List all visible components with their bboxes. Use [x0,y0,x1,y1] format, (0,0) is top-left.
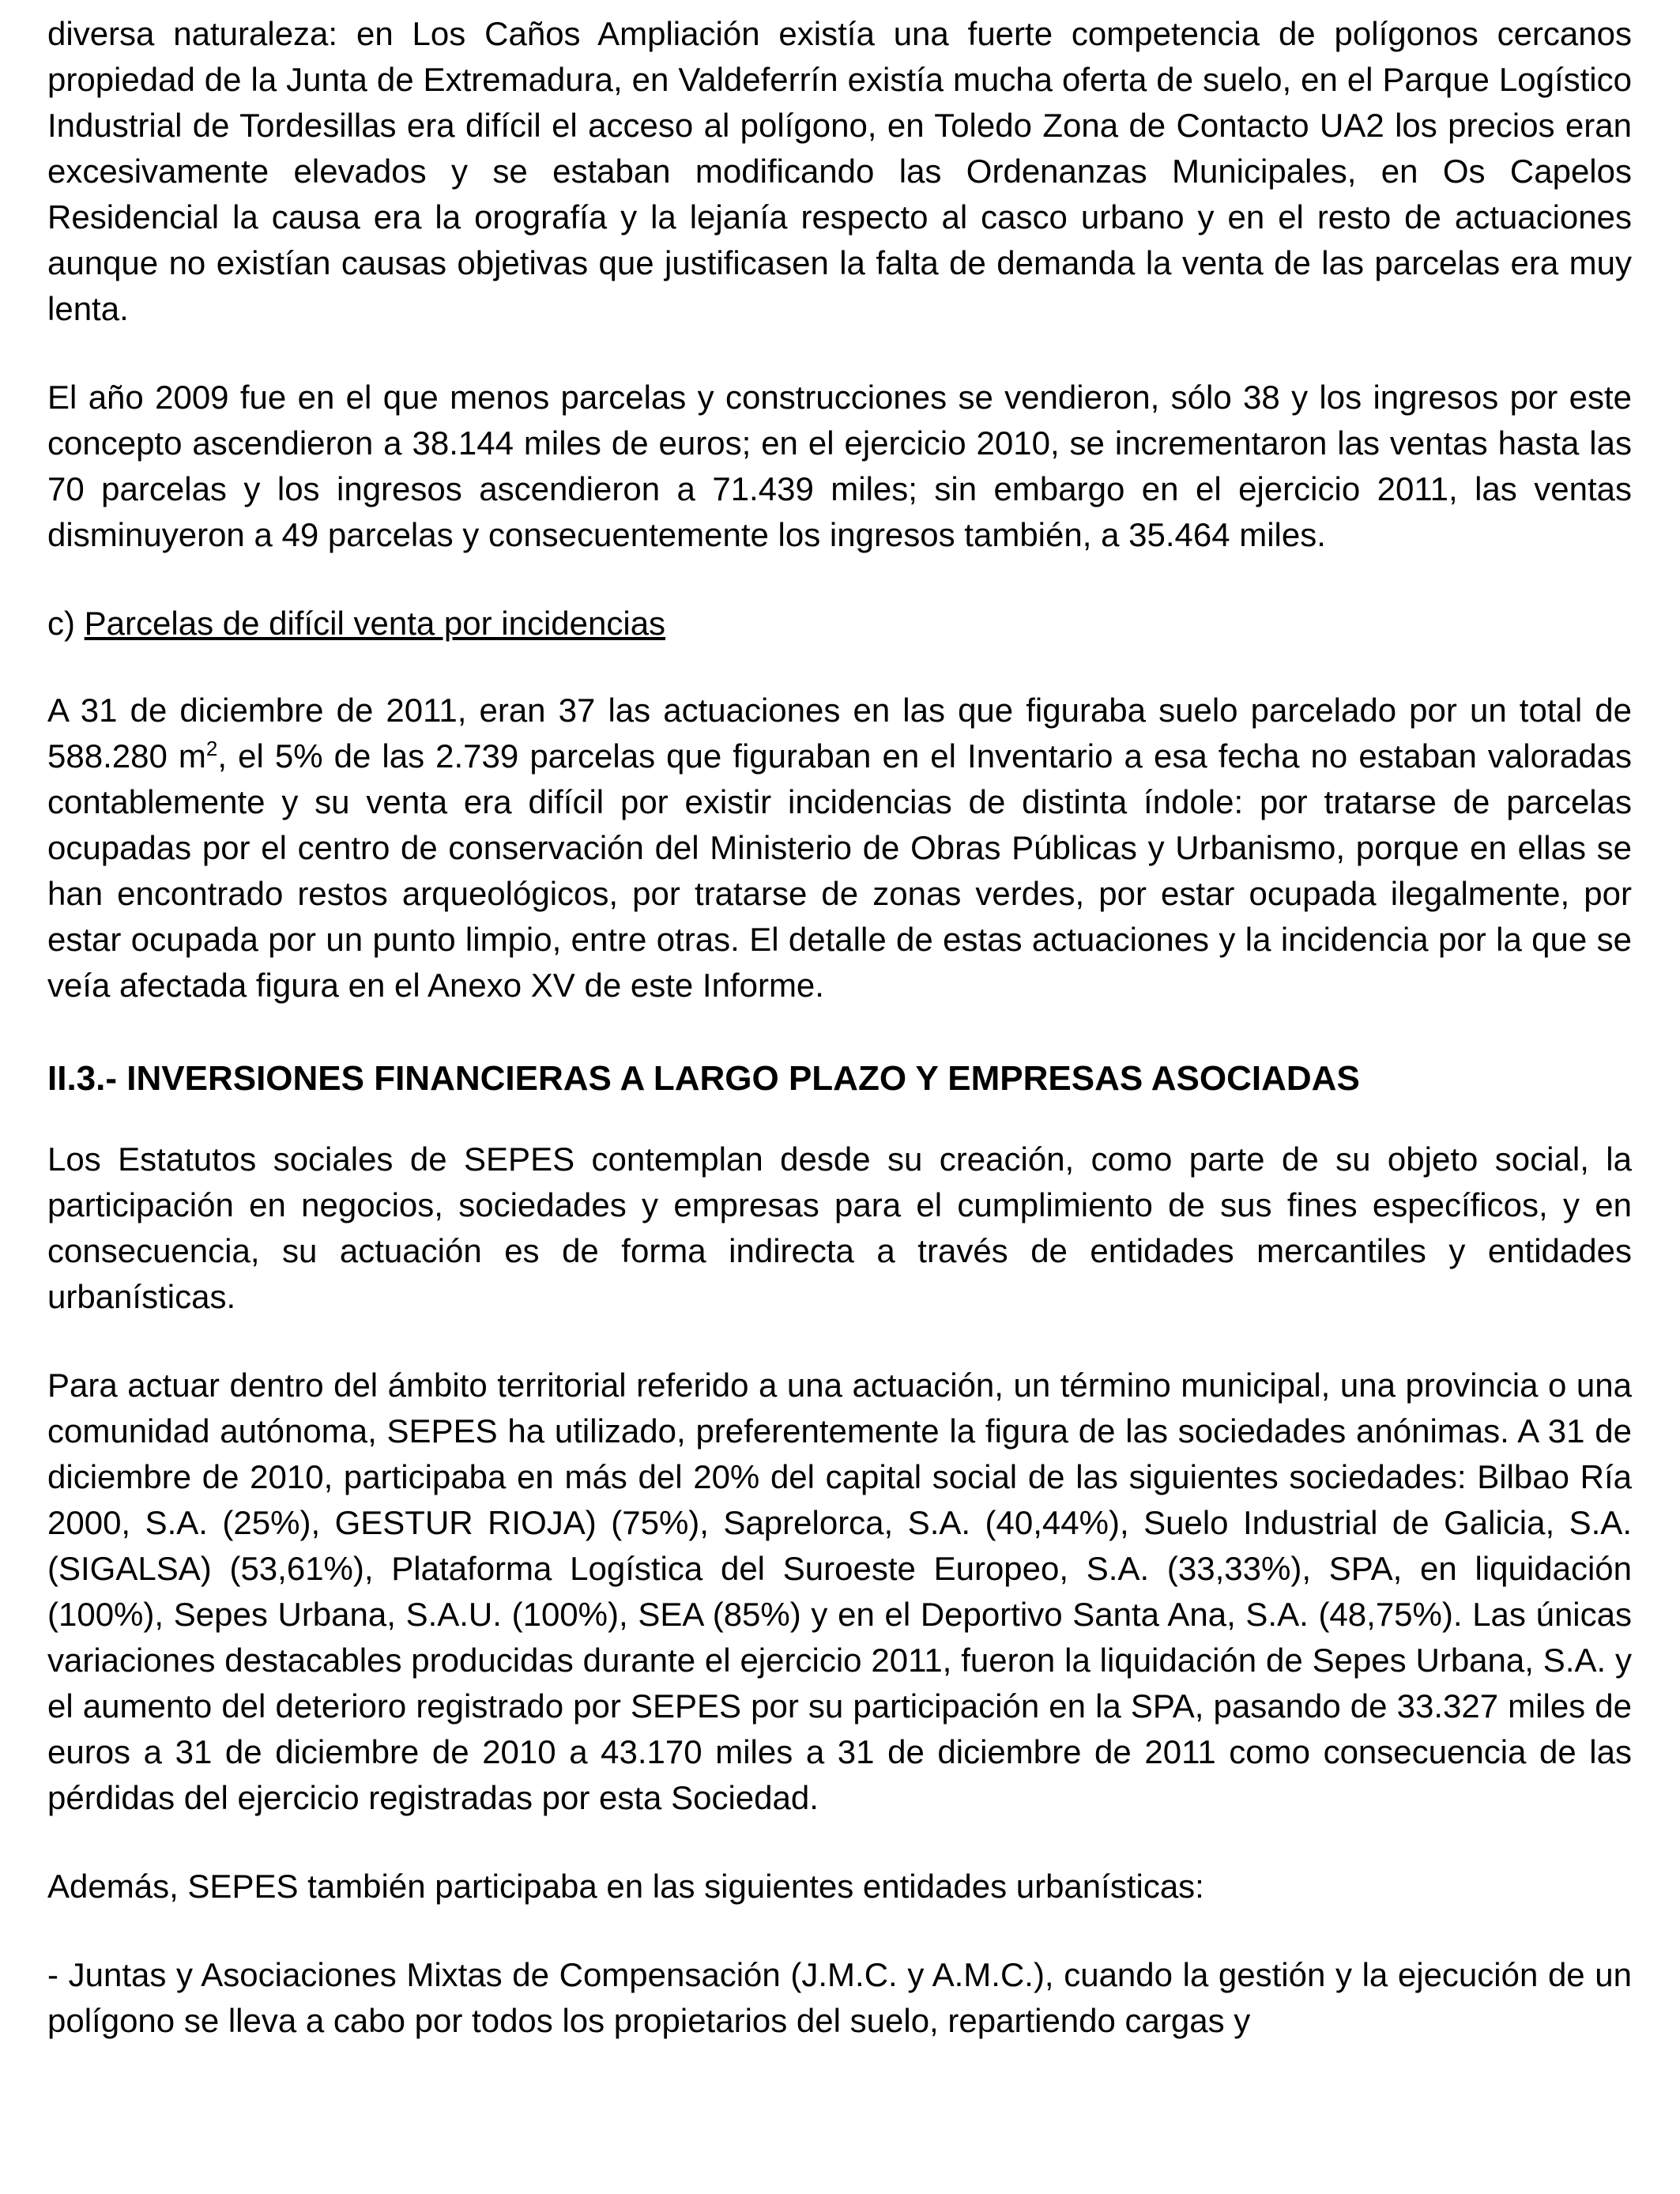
subsection-prefix: c) [47,605,85,642]
paragraph-parcel-causes: diversa naturaleza: en Los Caños Ampliación existía una fuerte competencia de polígonos cercanos propiedad de la Junta de Extremadura, en Valdeferrín existía mucha oferta de suelo, en el Parque Logístico Industrial de Tordesillas era difícil el acceso al polígono, en Toledo Zona de Contacto UA2 los precios eran excesivamente elevados y se estaban modificando las Ordenanzas Municipales, en Os Capelos Residencial la causa era la orografía y la lejanía respecto al casco urbano y en el resto de actuaciones aunque no existían causas objetivas que justificasen la falta de demanda la venta de las parcelas era muy lenta. [47,15,1632,327]
paragraph-juntas: - Juntas y Asociaciones Mixtas de Compensación (J.M.C. y A.M.C.), cuando la gestión y la ejecución de un polígono se lleva a cabo por todos los propietarios del suelo, repartiendo cargas y [47,1956,1632,2039]
paragraph-sociedades: Para actuar dentro del ámbito territorial referido a una actuación, un término municipal, una provincia o una comunidad autónoma, SEPES ha utilizado, preferentemente la figura de las sociedades anónimas. A 31 de diciembre de 2010, participaba en más del 20% del capital social de las siguientes sociedades: Bilbao Ría 2000, S.A. (25%), GESTUR RIOJA) (75%), Saprelorca, S.A. (40,44%), Suelo Industrial de Galicia, S.A. (SIGALSA) (53,61%), Plataforma Logística del Suroeste Europeo, S.A. (33,33%), SPA, en liquidación (100%), Sepes Urbana, S.A.U. (100%), SEA (85%) y en el Deportivo Santa Ana, S.A. (48,75%). Las únicas variaciones destacables producidas durante el ejercicio 2011, fueron la liquidación de Sepes Urbana, S.A. y el aumento del deterioro registrado por SEPES por su participación en la SPA, pasando de 33.327 miles de euros a 31 de diciembre de 2010 a 43.170 miles a 31 de diciembre de 2011 como consecuencia de las pérdidas del ejercicio registradas por esta Sociedad. [47,1367,1632,1816]
paragraph-sales-2009-2011: El año 2009 fue en el que menos parcelas y construcciones se vendieron, sólo 38 y los ingresos por este concepto ascendieron a 38.144 miles de euros; en el ejercicio 2010, se incrementaron las ventas hasta las 70 parcelas y los ingresos ascendieron a 71.439 miles; sin embargo en el ejercicio 2011, las ventas disminuyeron a 49 parcelas y consecuentemente los ingresos también, a 35.464 miles. [47,379,1632,553]
subsection-c [47,601,1632,647]
paragraph-estatutos: Los Estatutos sociales de SEPES contemplan desde su creación, como parte de su objeto social, la participación en negocios, sociedades y empresas para el cumplimiento de sus fines específicos, y en consecuencia, su actuación es de forma indirecta a través de entidades mercantiles y entidades urbanísticas. [47,1140,1632,1315]
paragraph-entidades-intro: Además, SEPES también participaba en las siguientes entidades urbanísticas: [47,1868,1204,1905]
document-page [47,11,1632,2044]
paragraph-incidencias-part1: A 31 de diciembre de 2011, eran 37 las actuaciones en las que figuraba suelo parcelado por un total de 588.280 m [47,692,1632,775]
superscript-2: 2 [205,737,218,760]
paragraph-incidencias-part2: , el 5% de las 2.739 parcelas que figuraban en el Inventario a esa fecha no estaban valoradas contablemente y su venta era difícil por existir incidencias de distinta índole: por tratarse de parcelas ocupadas por el centro de conservación del Ministerio de Obras Públicas y Urbanismo, porque en ellas se han encontrado restos arqueológicos, por tratarse de zonas verdes, por estar ocupada ilegalmente, por estar ocupada por un punto limpio, entre otras. El detalle de estas actuaciones y la incidencia por la que se veía afectada figura en el Anexo XV de este Informe. [47,737,1632,1004]
paragraph-incidencias [47,688,1632,1008]
subsection-title: Parcelas de difícil venta por incidencias [84,605,666,642]
section-heading: II.3.- INVERSIONES FINANCIERAS A LARGO PLAZO Y EMPRESAS ASOCIADAS [47,1059,1360,1098]
